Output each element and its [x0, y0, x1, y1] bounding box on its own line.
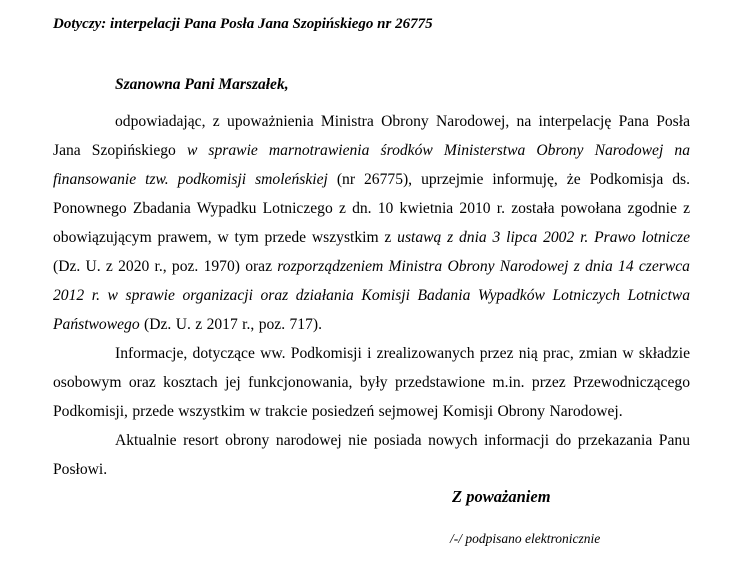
closing-phrase: Z poważaniem [452, 487, 551, 506]
electronic-signature-note: /-/ podpisano elektronicznie [450, 531, 601, 546]
paragraph-1-seg-7: (Dz. U. z 2017 r., poz. 717). [139, 316, 322, 333]
paragraph-3: Aktualnie resort obrony narodowej nie posiada nowych informacji do przekazania Panu Posłowi. [53, 432, 690, 478]
paragraph-1-seg-4-italic: ustawą z dnia 3 lipca 2002 r. Prawo lotnicze [397, 229, 690, 246]
paragraph-1-seg-2-italic: w sprawie marnotrawienia środków Ministerstwa Obrony Narodowej na finansowanie tzw. podkomisji smoleńskiej [53, 142, 690, 188]
paragraph-1-seg-3: (nr 26775), uprzejmie informuję, że Podkomisja ds. Ponownego Zbadania Wypadku Lotniczego z dn. 10 kwietnia 2010 r. została powołana zgodnie z obowiązującym prawem, w tym przede wszystkim z [53, 171, 690, 246]
paragraph-2: Informacje, dotyczące ww. Podkomisji i zrealizowanych przez nią prac, zmian w składzie osobowym oraz kosztach jej funkcjonowania, były przedstawione m.in. przez Przewodniczącego Podkomisji, przede wszystkim w trakcie posiedzeń sejmowej Komisji Obrony Narodowej. [53, 345, 690, 420]
paragraph-1-seg-6-italic: rozporządzeniem Ministra Obrony Narodowej z dnia 14 czerwca 2012 r. w sprawie organizacji oraz działania Komisji Badania Wypadków Lotniczych Lotnictwa Państwowego [53, 258, 690, 333]
subject-line: Dotyczy: interpelacji Pana Posła Jana Szopińskiego nr 26775 [53, 16, 433, 32]
paragraph-1-seg-1: odpowiadając, z upoważnienia Ministra Obrony Narodowej, na interpelację Pana Posła Jana Szopińskiego [53, 113, 690, 159]
paragraph-1 [53, 107, 690, 339]
salutation: Szanowna Pani Marszałek, [115, 76, 289, 93]
paragraph-1-seg-5: (Dz. U. z 2020 r., poz. 1970) oraz [53, 258, 278, 275]
letter-body [53, 107, 690, 484]
